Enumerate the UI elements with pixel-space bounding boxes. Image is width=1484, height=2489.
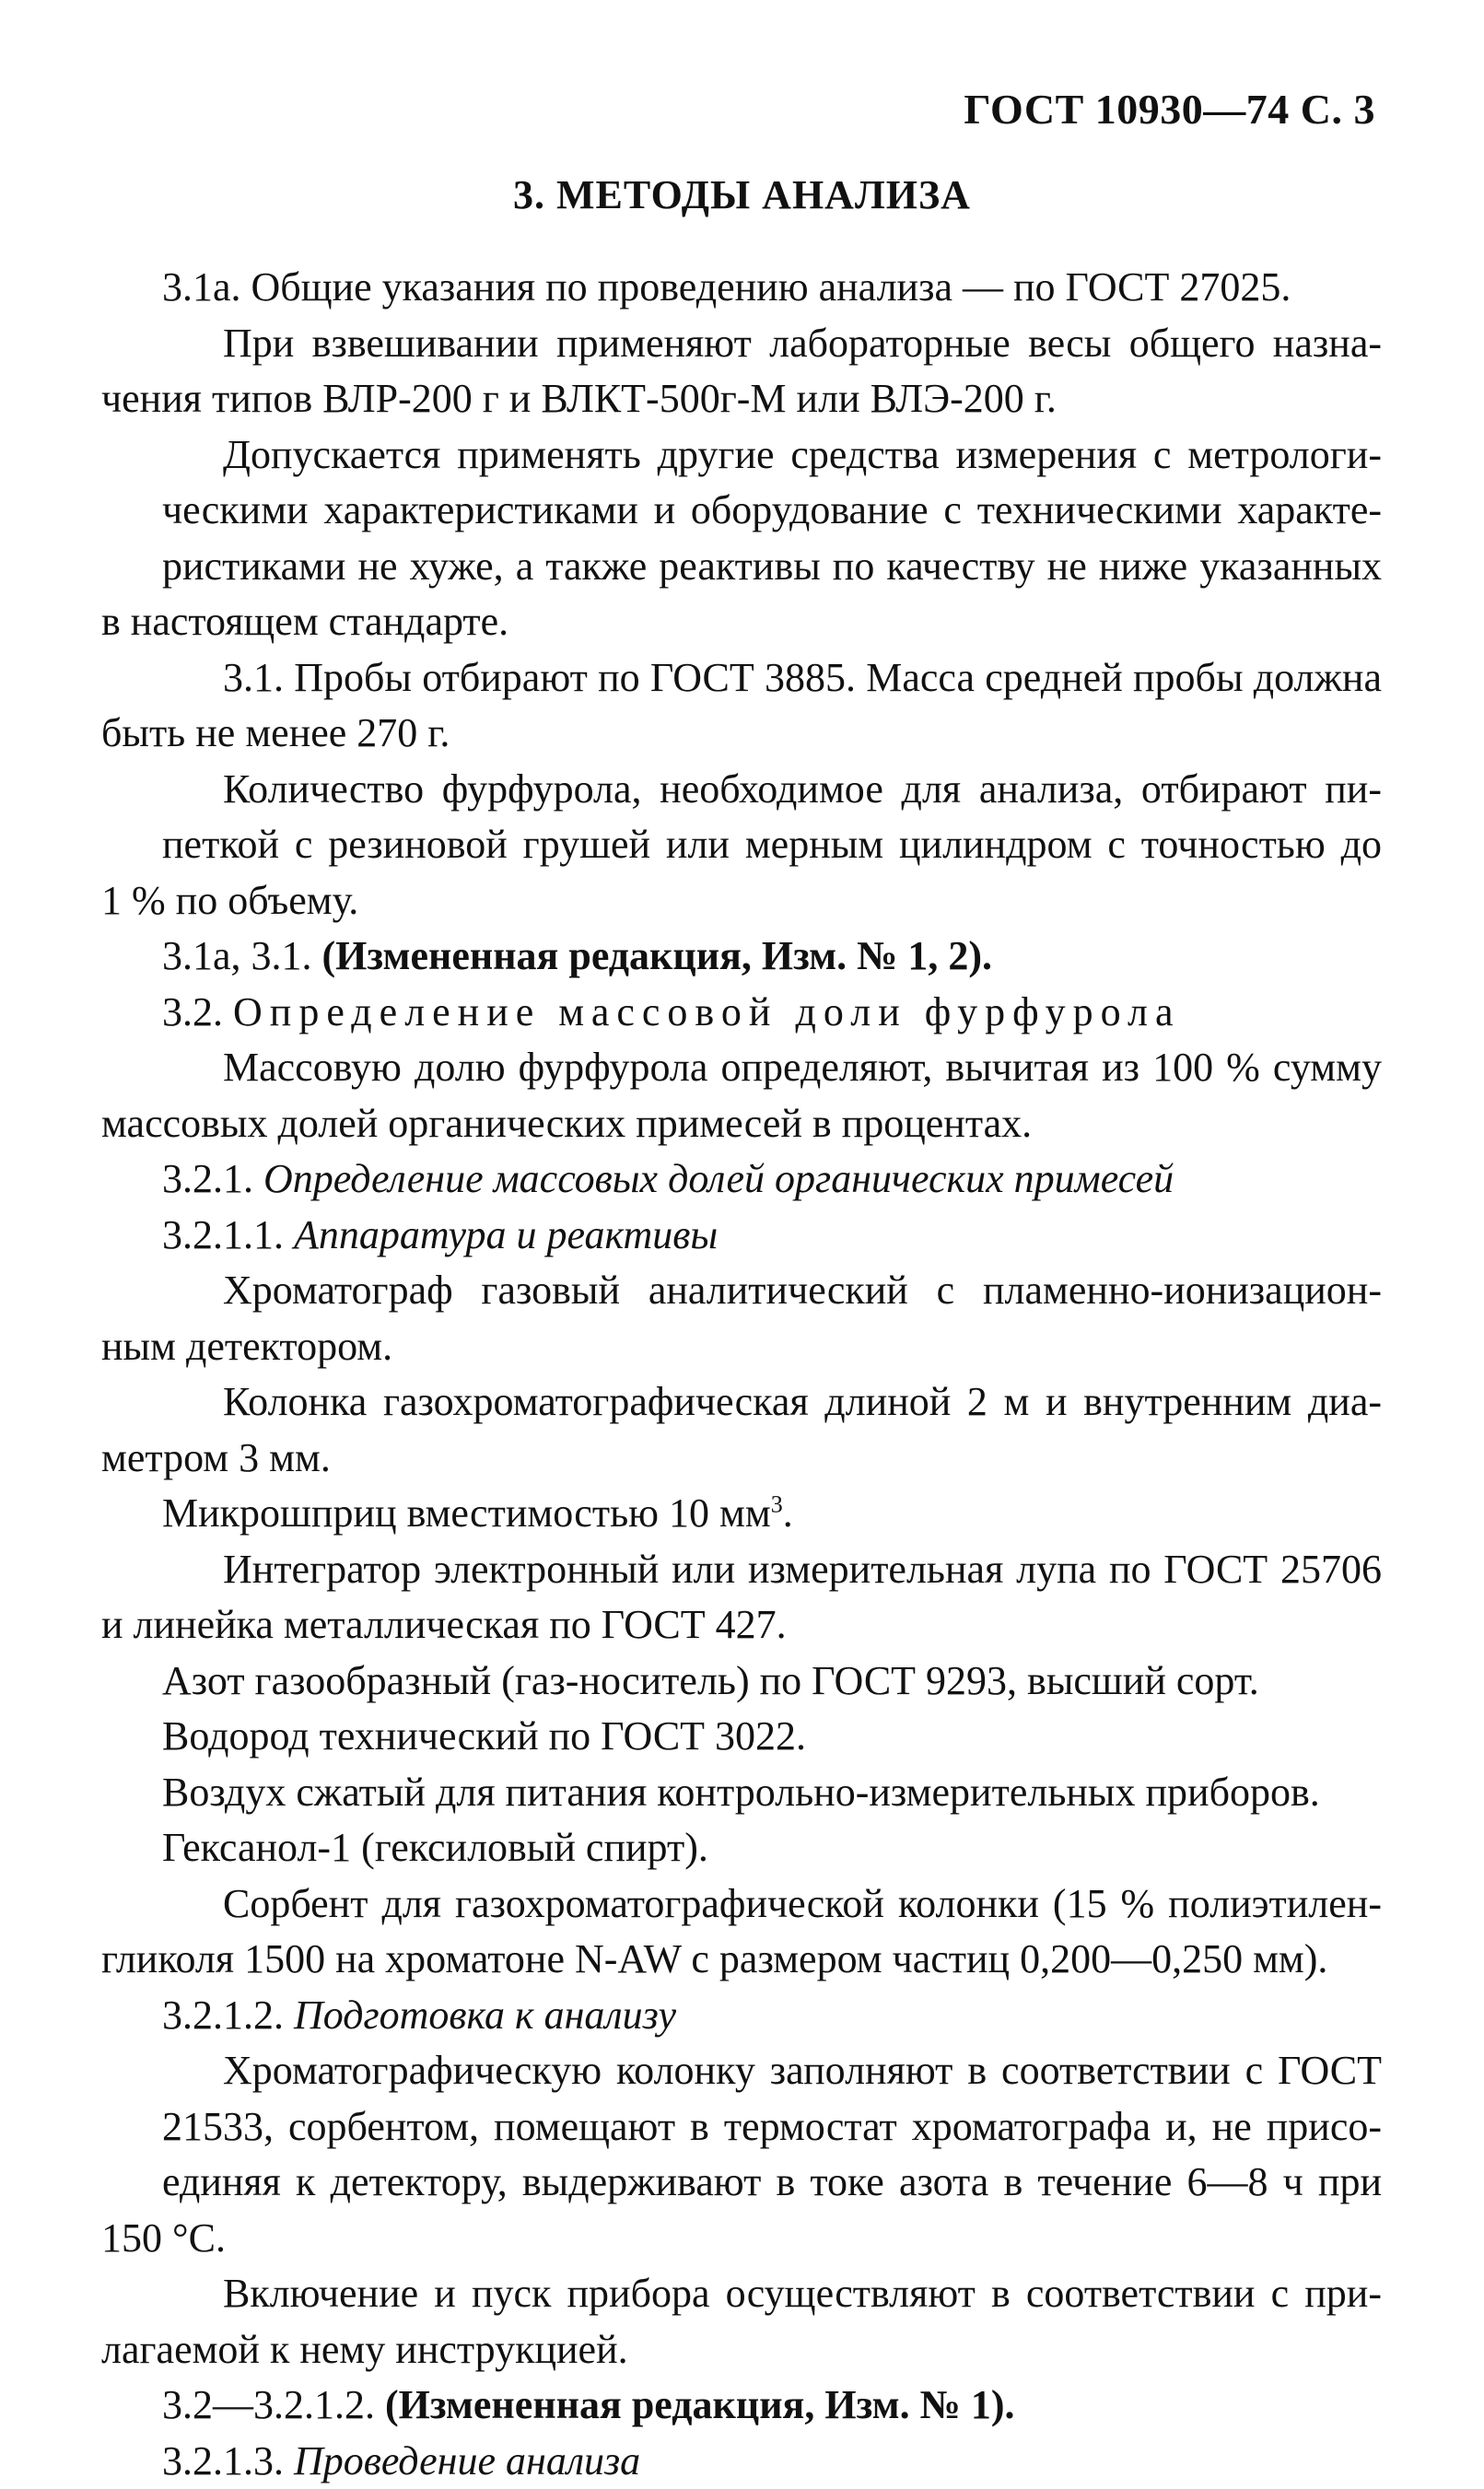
paragraph-3-2-1	[101, 1151, 1382, 1208]
paragraph-3-1a	[101, 260, 1382, 316]
clause-heading: Определение массовой доли фурфурола	[233, 989, 1181, 1034]
superscript: 3	[771, 1490, 783, 1517]
text-line: ным детектором.	[101, 1319, 1382, 1375]
paragraph-amendment-1-2	[101, 929, 1382, 985]
paragraph-startup	[101, 2266, 1382, 2378]
paragraph-3-2-1-2	[101, 1988, 1382, 2044]
text-line: Допускается применять другие средства измерения с метрологи-	[101, 427, 1382, 484]
paragraph-furfural-quantity	[101, 762, 1382, 929]
clause-ref: 3.2.1.3.	[162, 2438, 294, 2483]
text-line: и линейка металлическая по ГОСТ 427.	[101, 1597, 1382, 1653]
text-line: Воздух сжатый для питания контрольно-измерительных приборов.	[101, 1765, 1382, 1821]
document-body	[101, 260, 1382, 2489]
text-line	[101, 929, 1382, 985]
paragraph-sorbent	[101, 1876, 1382, 1988]
paragraph-amendment-1	[101, 2378, 1382, 2434]
text-span: .	[783, 1490, 793, 1536]
paragraph-column-fill	[101, 2043, 1382, 2266]
text-line: Хроматографическую колонку заполняют в соответствии с ГОСТ	[101, 2043, 1382, 2099]
text-line: Водород технический по ГОСТ 3022.	[101, 1709, 1382, 1765]
paragraph-microsyringe	[101, 1486, 1382, 1542]
paragraph-column	[101, 1374, 1382, 1486]
text-line: При взвешивании применяют лабораторные весы общего назна-	[101, 316, 1382, 372]
amendment-note: (Измененная редакция, Изм. № 1, 2).	[322, 933, 992, 978]
text-line: гликоля 1500 на хроматоне N-AW с размером частиц 0,200—0,250 мм).	[101, 1932, 1382, 1988]
running-header: ГОСТ 10930—74 С. 3	[964, 85, 1375, 134]
text-line: 21533, сорбентом, помещают в термостат хроматографа и, не присо-	[101, 2099, 1382, 2156]
text-line: Включение и пуск прибора осуществляют в соответствии с при-	[101, 2266, 1382, 2322]
text-line: Количество фурфурола, необходимое для анализа, отбирают пи-	[101, 762, 1382, 818]
clause-heading: Аппаратура и реактивы	[294, 1212, 718, 1257]
text-line: метром 3 мм.	[101, 1431, 1382, 1487]
paragraph-allowed-means	[101, 427, 1382, 650]
clause-ref: 3.2—3.2.1.2.	[162, 2382, 385, 2427]
text-line	[101, 2378, 1382, 2434]
paragraph-mass-fraction	[101, 1040, 1382, 1151]
text-line	[101, 1208, 1382, 1264]
text-line: Массовую долю фурфурола определяют, вычитая из 100 % сумму	[101, 1040, 1382, 1096]
text-line	[101, 1988, 1382, 2044]
paragraph-3-2-1-1	[101, 1208, 1382, 1264]
paragraph-3-2	[101, 985, 1382, 1041]
text-span: Микрошприц вместимостью 10 мм	[162, 1490, 771, 1536]
text-line: 1 % по объему.	[101, 873, 1382, 929]
text-line: лагаемой к нему инструкцией.	[101, 2322, 1382, 2378]
text-line: Сорбент для газохроматографической колонки (15 % полиэтилен-	[101, 1876, 1382, 1933]
text-line: Гексанол-1 (гексиловый спирт).	[101, 1820, 1382, 1876]
text-line: ческими характеристиками и оборудование с техническими характе-	[101, 483, 1382, 539]
text-line	[101, 2434, 1382, 2489]
paragraph-air	[101, 1765, 1382, 1821]
text-line	[101, 1486, 1382, 1542]
text-line: массовых долей органических примесей в процентах.	[101, 1096, 1382, 1152]
clause-heading: Определение массовых долей органических примесей	[263, 1156, 1174, 1201]
text-line: единяя к детектору, выдерживают в токе азота в течение 6—8 ч при	[101, 2155, 1382, 2211]
text-line: 3.1. Пробы отбирают по ГОСТ 3885. Масса средней пробы должна	[101, 650, 1382, 707]
text-line: Интегратор электронный или измерительная лупа по ГОСТ 25706	[101, 1542, 1382, 1598]
clause-ref: 3.1а, 3.1.	[162, 933, 322, 978]
clause-ref: 3.2.	[162, 989, 233, 1034]
clause-heading: Подготовка к анализу	[294, 1992, 676, 2038]
clause-ref: 3.2.1.	[162, 1156, 263, 1201]
text-line	[101, 985, 1382, 1041]
text-line: ристиками не хуже, а также реактивы по качеству не ниже указанных	[101, 539, 1382, 595]
text-line: 3.1а. Общие указания по проведению анализа — по ГОСТ 27025.	[101, 260, 1382, 316]
text-line: быть не менее 270 г.	[101, 706, 1382, 762]
paragraph-hexanol	[101, 1820, 1382, 1876]
paragraph-integrator	[101, 1542, 1382, 1653]
clause-heading: Проведение анализа	[294, 2438, 640, 2483]
clause-ref: 3.2.1.1.	[162, 1212, 294, 1257]
text-line: в настоящем стандарте.	[101, 594, 1382, 650]
paragraph-weighing	[101, 316, 1382, 427]
amendment-note: (Измененная редакция, Изм. № 1).	[385, 2382, 1014, 2427]
text-line: петкой с резиновой грушей или мерным цилиндром с точностью до	[101, 817, 1382, 873]
paragraph-chromatograph	[101, 1263, 1382, 1374]
paragraph-3-1	[101, 650, 1382, 762]
clause-ref: 3.2.1.2.	[162, 1992, 294, 2038]
text-line	[101, 1151, 1382, 1208]
text-line: Хроматограф газовый аналитический с пламенно-ионизацион-	[101, 1263, 1382, 1319]
paragraph-3-2-1-3	[101, 2434, 1382, 2489]
text-line: Азот газообразный (газ-носитель) по ГОСТ 9293, высший сорт.	[101, 1653, 1382, 1710]
text-line: 150 °С.	[101, 2211, 1382, 2267]
paragraph-nitrogen	[101, 1653, 1382, 1710]
text-line: Колонка газохроматографическая длиной 2 м и внутренним диа-	[101, 1374, 1382, 1431]
text-line: чения типов ВЛР-200 г и ВЛКТ-500г-М или ВЛЭ-200 г.	[101, 371, 1382, 427]
section-title: 3. МЕТОДЫ АНАЛИЗА	[0, 171, 1484, 218]
paragraph-hydrogen	[101, 1709, 1382, 1765]
